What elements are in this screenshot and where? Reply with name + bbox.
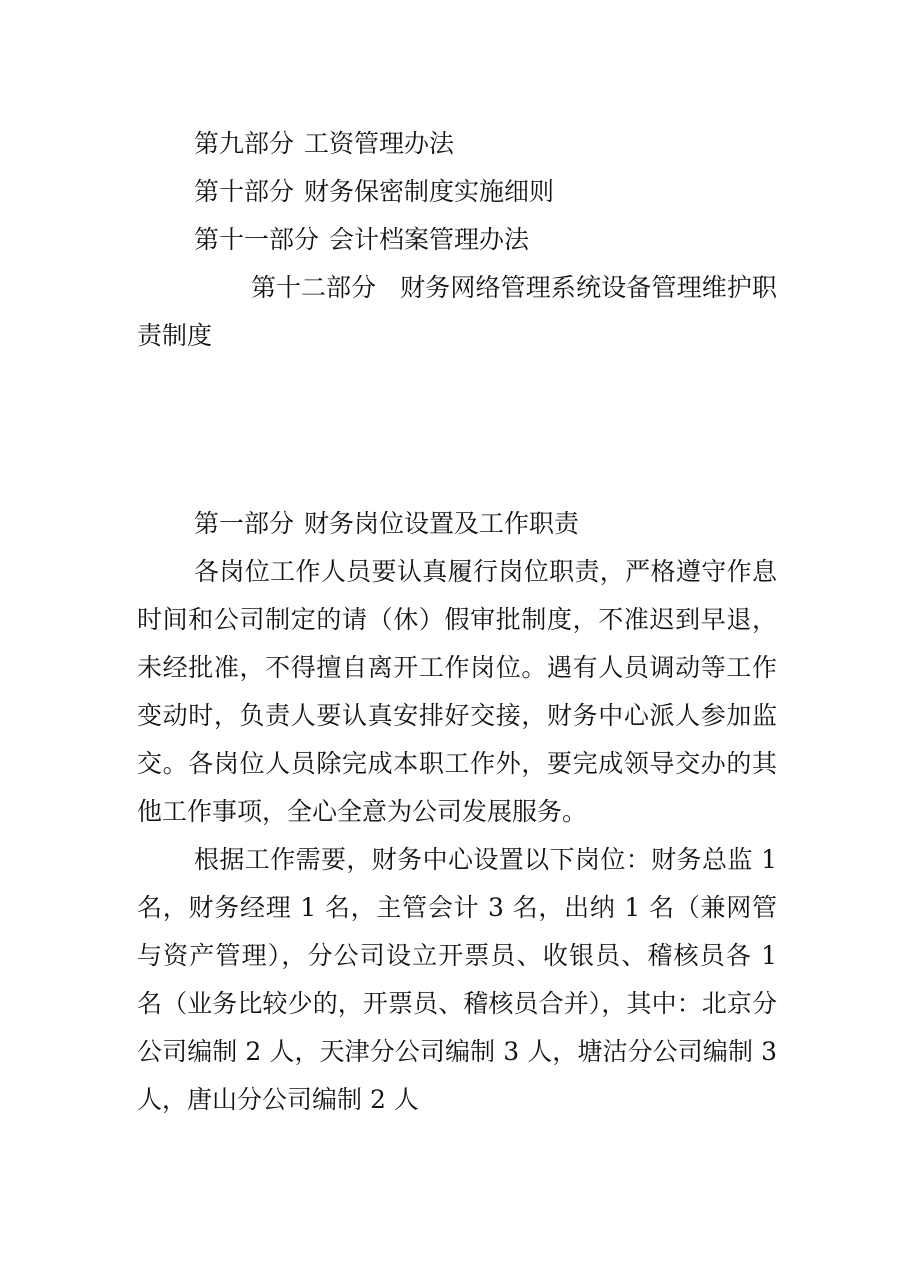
toc-item-title: 财务保密制度实施细则 <box>304 177 555 206</box>
toc-item-number: 第十一部分 <box>194 225 320 254</box>
body-paragraph: 根据工作需要，财务中心设置以下岗位：财务总监 1 名，财务经理 1 名，主管会计 3 名，出纳 1 名（兼网管与资产管理），分公司设立开票员、收银员、稽核员各 1 名（业务比较少的，开票员、稽核员合并），其中：北京分公司编制 2 人，天津分公司编制 3 人，塘沽分公司编制 3 人，唐山分公司编制 2 人 <box>137 845 777 1114</box>
body-paragraph: 各岗位工作人员要认真履行岗位职责，严格遵守作息时间和公司制定的请（休）假审批制度，不准迟到早退，未经批准，不得擅自离开工作岗位。遇有人员调动等工作变动时，负责人要认真安排好交接，财务中心派人参加监交。各岗位人员除完成本职工作外，要完成领导交办的其他工作事项，全心全意为公司发展服务。 <box>137 557 777 826</box>
toc-item-title: 财务网络管理系统设备管理维护职责制度 <box>137 273 777 350</box>
section-number: 第一部分 <box>194 509 295 538</box>
toc-item-title: 工资管理办法 <box>304 129 455 158</box>
toc-item <box>137 120 777 168</box>
toc-item-number: 第十二部分 <box>251 273 377 302</box>
document-body <box>137 500 777 1124</box>
section-title: 财务岗位设置及工作职责 <box>304 509 580 538</box>
table-of-contents <box>137 120 777 360</box>
toc-item-title: 会计档案管理办法 <box>329 225 530 254</box>
toc-item-number: 第十部分 <box>194 177 295 206</box>
toc-item <box>137 264 777 360</box>
section-heading <box>137 500 777 548</box>
toc-item <box>137 216 777 264</box>
toc-item-number: 第九部分 <box>194 129 295 158</box>
toc-item <box>137 168 777 216</box>
